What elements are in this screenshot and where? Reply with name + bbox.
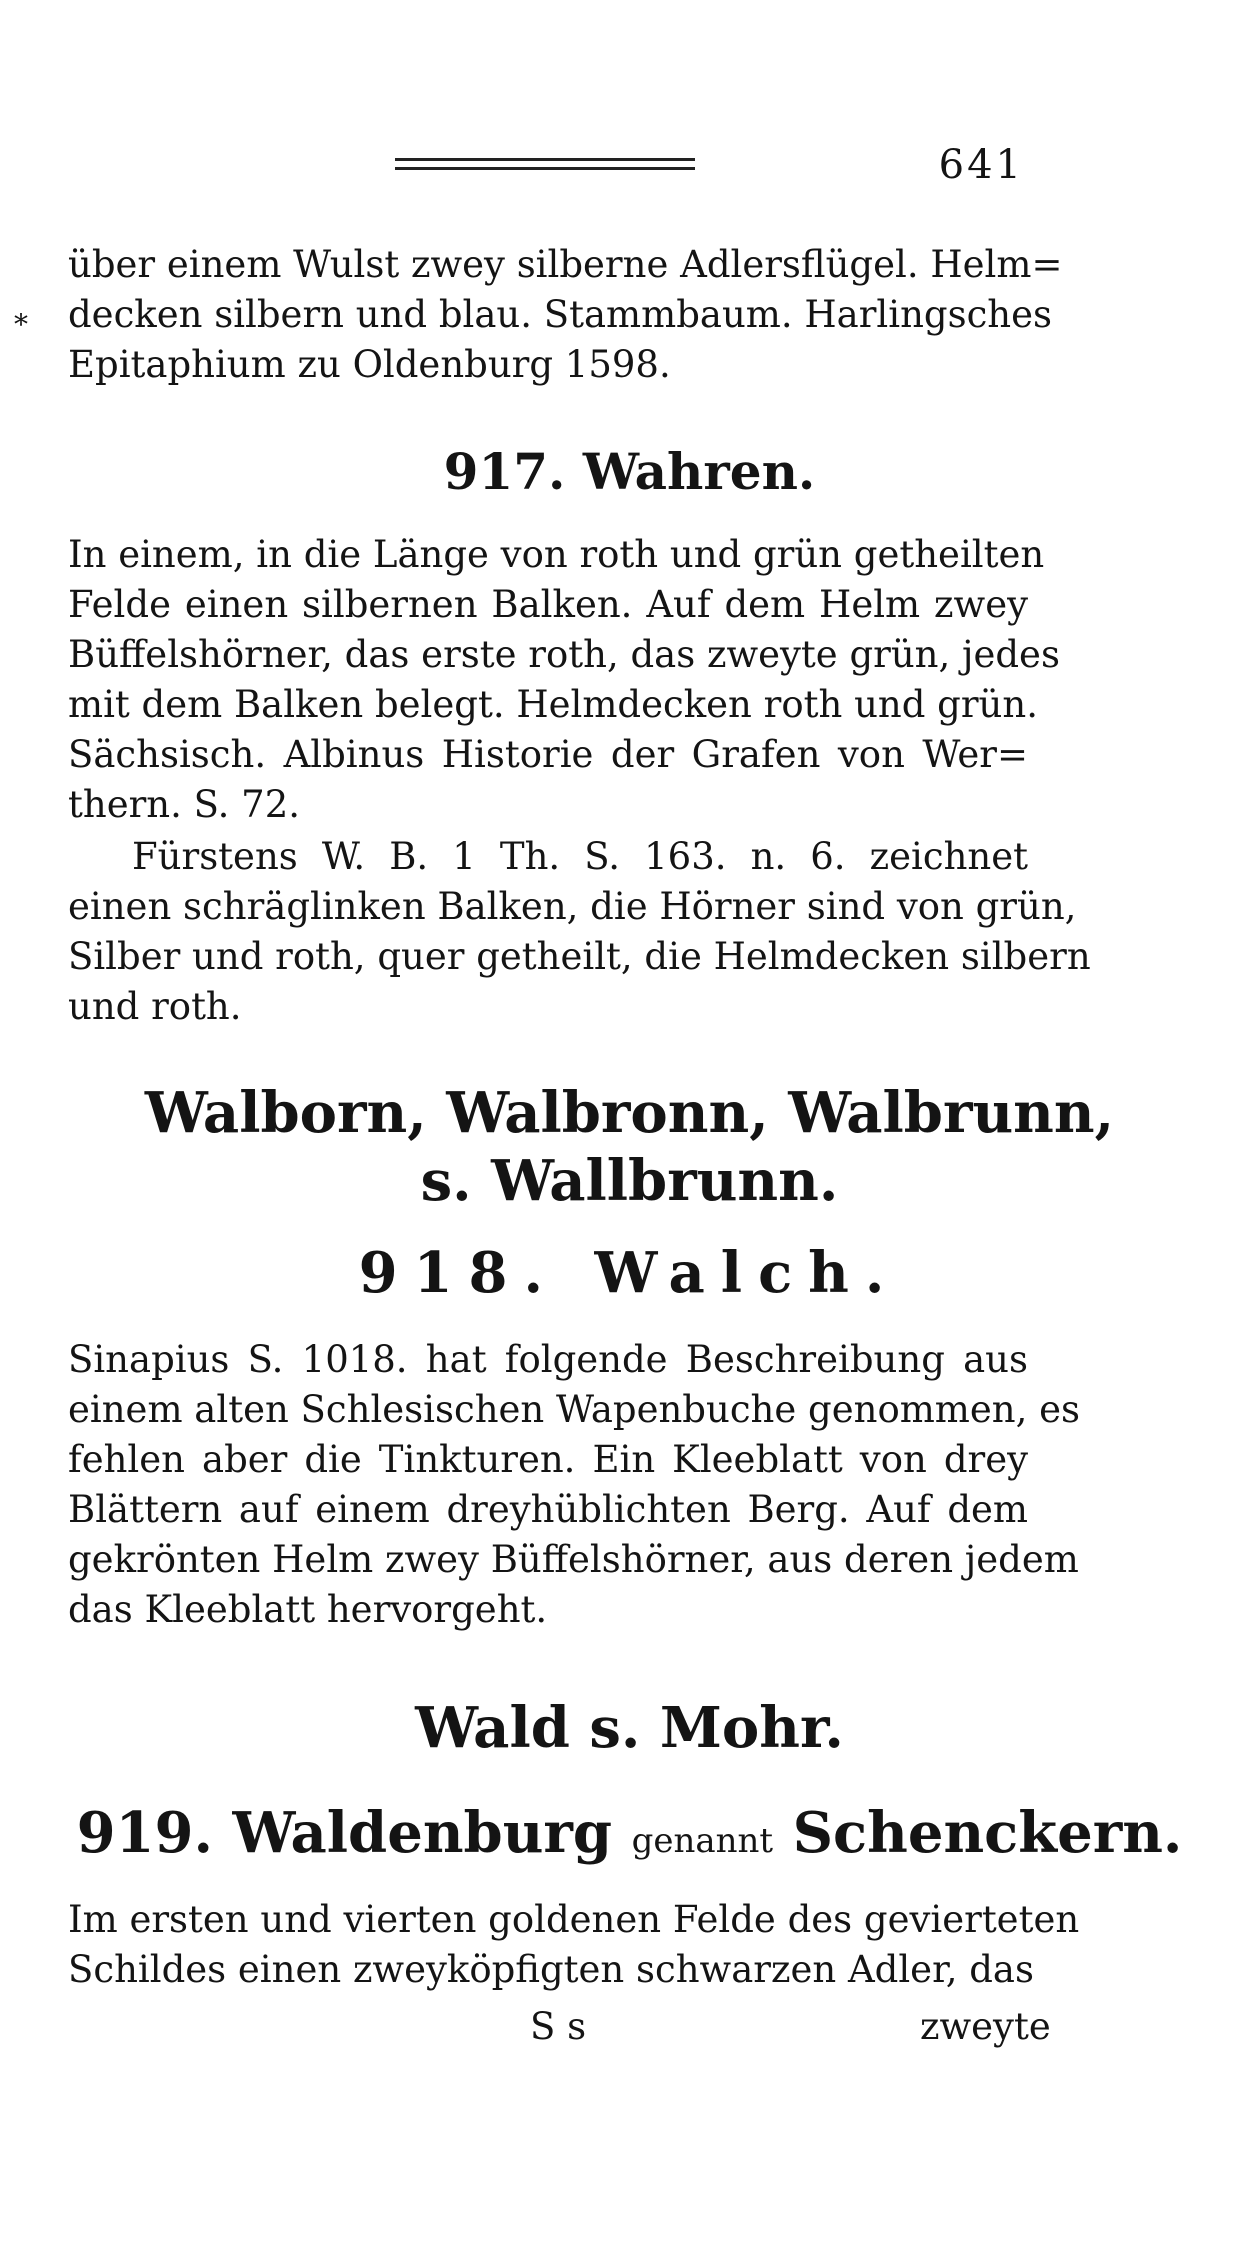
text-line: Silber und roth, quer getheilt, die Helmdecken silbern — [68, 935, 1091, 978]
entry-heading-917: 917. Wahren. — [443, 442, 816, 501]
text-line: thern. S. 72. — [68, 783, 301, 826]
text-line: Im ersten und vierten goldenen Felde des gevierteten — [68, 1898, 1080, 1941]
text-line: Fürstens W. B. 1 Th. S. 163. n. 6. zeichnet — [132, 835, 1028, 878]
text-line: Epitaphium zu Oldenburg 1598. — [68, 343, 671, 386]
text-line: Schildes einen zweyköpfigten schwarzen Adler, das — [68, 1948, 1034, 1991]
text-line: fehlen aber die Tinkturen. Ein Kleeblatt von drey — [68, 1438, 1028, 1481]
text-line: einen schräglinken Balken, die Hörner sind von grün, — [68, 885, 1077, 928]
text-line: über einem Wulst zwey silberne Adlersflügel. Helm= — [68, 243, 1063, 286]
text-line: einem alten Schlesischen Wapenbuche genommen, es — [68, 1388, 1081, 1431]
text-line: In einem, in die Länge von roth und grün getheilten — [68, 533, 1045, 576]
text-line: Büffelshörner, das erste roth, das zweyte grün, jedes — [68, 633, 1060, 676]
text-line: mit dem Balken belegt. Helmdecken roth und grün. — [68, 683, 1038, 726]
entry-heading-name: 919. Waldenburg — [76, 1800, 613, 1866]
page-number: 641 — [938, 142, 1024, 188]
entry-heading-connector: genannt — [631, 1821, 774, 1861]
text-line: Felde einen silbernen Balken. Auf dem Helm zwey — [68, 583, 1028, 626]
header-rule-bottom — [395, 167, 695, 170]
cross-reference-heading: Walborn, Walbronn, Walbrunn, — [144, 1080, 1115, 1146]
text-line: Sächsisch. Albinus Historie der Grafen von Wer= — [68, 733, 1028, 776]
text-line: das Kleeblatt hervorgeht. — [68, 1588, 548, 1631]
text-line: gekrönten Helm zwey Büffelshörner, aus deren jedem — [68, 1538, 1079, 1581]
cross-reference-heading: s. Wallbrunn. — [420, 1148, 839, 1214]
signature-mark: S s — [530, 2005, 587, 2048]
entry-heading-918: 918. Walch. — [358, 1240, 901, 1306]
header-rule-top — [395, 158, 695, 161]
text-line: decken silbern und blau. Stammbaum. Harlingsches — [68, 293, 1053, 336]
entry-heading-919 — [0, 1800, 1259, 1866]
catchword: zweyte — [920, 2005, 1051, 2048]
margin-mark: * — [14, 308, 28, 341]
text-line: Sinapius S. 1018. hat folgende Beschreibung aus — [68, 1338, 1028, 1381]
entry-heading-surname: Schenckern. — [792, 1800, 1183, 1866]
cross-reference-heading: Wald s. Mohr. — [415, 1695, 844, 1761]
text-line: und roth. — [68, 985, 242, 1028]
text-line: Blättern auf einem dreyhüblichten Berg. Auf dem — [68, 1488, 1028, 1531]
